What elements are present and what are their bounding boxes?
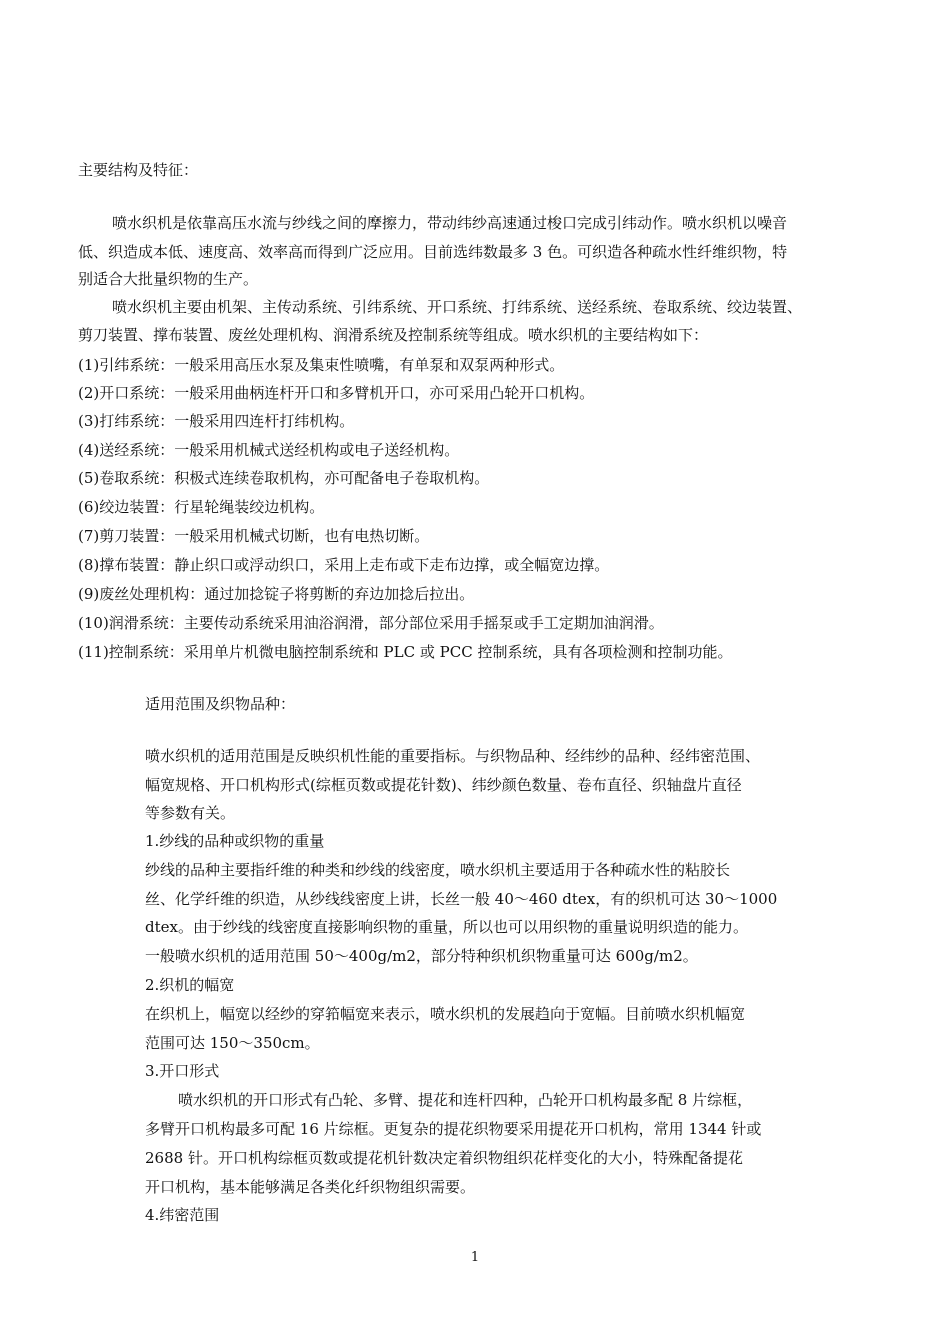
paragraph-line: 多臂开口机构最多可配 16 片综框。更复杂的提花织物要采用提花开口机构，常用 1344 针或 <box>145 1120 762 1138</box>
paragraph-line: 喷水织机的开口形式有凸轮、多臂、提花和连杆四种，凸轮开口机构最多配 8 片综框， <box>178 1091 753 1109</box>
paragraph-line: 在织机上，幅宽以经纱的穿筘幅宽来表示，喷水织机的发展趋向于宽幅。目前喷水织机幅宽 <box>145 1005 746 1023</box>
list-item: (4)送经系统：一般采用机械式送经机构或电子送经机构。 <box>78 441 460 459</box>
paragraph-line: 丝、化学纤维的织造，从纱线线密度上讲，长丝一般 40～460 dtex，有的织机可达 30～1000 <box>145 890 778 908</box>
paragraph-line: 等参数有关。 <box>145 804 236 822</box>
subsection-title: 1.纱线的品种或织物的重量 <box>145 832 325 850</box>
subsection-title: 4.纬密范围 <box>145 1206 220 1224</box>
list-item: (2)开口系统：一般采用曲柄连杆开口和多臂机开口，亦可采用凸轮开口机构。 <box>78 384 595 402</box>
paragraph-line: 一般喷水织机的适用范围 50～400g/m2，部分特种织机织物重量可达 600g/m2。 <box>145 947 698 965</box>
list-item: (7)剪刀装置：一般采用机械式切断，也有电热切断。 <box>78 527 430 545</box>
paragraph-line: 喷水织机是依靠高压水流与纱线之间的摩擦力，带动纬纱高速通过梭口完成引纬动作。喷水织机以噪音 <box>112 214 788 232</box>
list-item: (1)引纬系统：一般采用高压水泵及集束性喷嘴，有单泵和双泵两种形式。 <box>78 356 565 374</box>
paragraph-line: 喷水织机主要由机架、主传动系统、引纬系统、开口系统、打纬系统、送经系统、卷取系统、绞边装置、 <box>112 298 803 316</box>
list-item: (8)撑布装置：静止织口或浮动织口，采用上走布或下走布边撑，或全幅宽边撑。 <box>78 556 610 574</box>
list-item: (11)控制系统：采用单片机微电脑控制系统和 PLC 或 PCC 控制系统，具有各项检测和控制功能。 <box>78 643 733 661</box>
paragraph-line: 开口机构，基本能够满足各类化纤织物组织需要。 <box>145 1178 476 1196</box>
section-heading-structure: 主要结构及特征： <box>78 161 199 179</box>
paragraph-line: 剪刀装置、撑布装置、废丝处理机构、润滑系统及控制系统等组成。喷水织机的主要结构如下： <box>78 326 709 344</box>
paragraph-line: 别适合大批量织物的生产。 <box>78 270 259 288</box>
list-item: (9)废丝处理机构：通过加捻锭子将剪断的弃边加捻后拉出。 <box>78 585 475 603</box>
list-item: (5)卷取系统：积极式连续卷取机构，亦可配备电子卷取机构。 <box>78 469 490 487</box>
subsection-title: 3.开口形式 <box>145 1062 220 1080</box>
section-heading-scope: 适用范围及织物品种： <box>145 695 296 713</box>
paragraph-line: 幅宽规格、开口机构形式(综框页数或提花针数)、纬纱颜色数量、卷布直径、织轴盘片直径 <box>145 776 742 794</box>
list-item: (10)润滑系统：主要传动系统采用油浴润滑，部分部位采用手摇泵或手工定期加油润滑。 <box>78 614 664 632</box>
paragraph-line: 纱线的品种主要指纤维的种类和纱线的线密度，喷水织机主要适用于各种疏水性的粘胶长 <box>145 861 731 879</box>
list-item: (6)绞边装置：行星轮绳装绞边机构。 <box>78 498 325 516</box>
paragraph-line: 范围可达 150～350cm。 <box>145 1034 320 1052</box>
paragraph-line: 2688 针。开口机构综框页数或提花机针数决定着织物组织花样变化的大小，特殊配备提花 <box>145 1149 743 1167</box>
paragraph-line: dtex。由于纱线的线密度直接影响织物的重量，所以也可以用织物的重量说明织造的能力。 <box>145 918 748 936</box>
paragraph-line: 喷水织机的适用范围是反映织机性能的重要指标。与织物品种、经纬纱的品种、经纬密范围、 <box>145 747 761 765</box>
list-item: (3)打纬系统：一般采用四连杆打纬机构。 <box>78 412 355 430</box>
paragraph-line: 低、织造成本低、速度高、效率高而得到广泛应用。目前选纬数最多 3 色。可织造各种疏水性纤维织物，特 <box>78 243 788 261</box>
page-number: 1 <box>470 1250 480 1265</box>
subsection-title: 2.织机的幅宽 <box>145 976 235 994</box>
